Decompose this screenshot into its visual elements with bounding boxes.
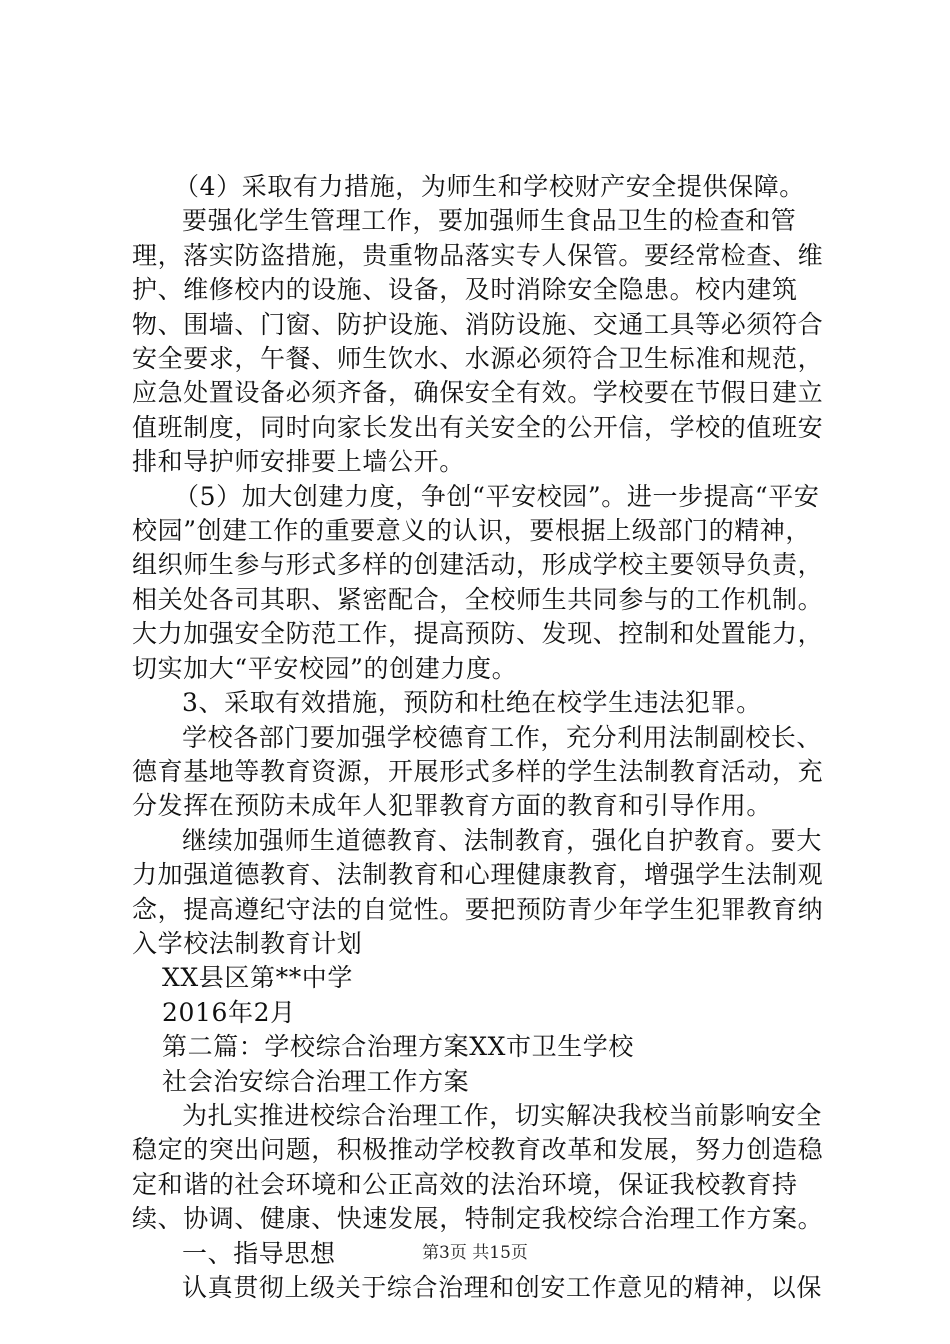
paragraph-measure-4: （4）采取有力措施，为师生和学校财产安全提供保障。 [174,172,805,201]
chapter-two-subtitle: 社会治安综合治理工作方案 [162,1066,470,1096]
document-body [132,170,832,1305]
paragraph-student-management: 要强化学生管理工作，要加强师生食品卫生的检查和管理，落实防盗措施，贵重物品落实专人保管。要经常检查、维护、维修校内的设施、设备，及时消除安全隐患。校内建筑物、围墙、门窗、防护设施、消防设施、交通工具等必须符合安全要求，午餐、师生饮水、水源必须符合卫生标准和规范，应急处置设备必须齐备，确保安全有效。学校要在节假日建立值班制度，同时向家长发出有关安全的公开信，学校的值班安排和导护师安排要上墙公开。 [132,206,824,477]
paragraph-moral-education: 学校各部门要加强学校德育工作，充分利用法制副校长、德育基地等教育资源，开展形式多样的学生法制教育活动，充分发挥在预防未成年人犯罪教育方面的教育和引导作用。 [132,722,824,821]
paragraph-section-3-heading: 3、采取有效措施，预防和杜绝在校学生违法犯罪。 [182,688,762,718]
signature-date: 2016年2月 [162,997,296,1027]
signature-school-name: XX县区第**中学 [162,963,353,993]
page-footer: 第3页 共15页 [422,1243,528,1263]
paragraph-legal-education: 继续加强师生道德教育、法制教育，强化自护教育。要大力加强道德教育、法制教育和心理健康教育，增强学生法制观念，提高遵纪守法的自觉性。要把预防青少年学生犯罪教育纳入学校法制教育计划 [132,825,824,958]
heading-guiding-thought: 一、指导思想 [182,1238,336,1268]
paragraph-guiding-thought: 认真贯彻上级关于综合治理和创安工作意见的精神，以保 [182,1273,823,1302]
chapter-two-title: 第二篇：学校综合治理方案XX市卫生学校 [162,1032,634,1062]
paragraph-measure-5: （5）加大创建力度，争创“平安校园”。进一步提高“平安校园”创建工作的重要意义的认识，要根据上级部门的精神，组织师生参与形式多样的创建活动，形成学校主要领导负责，相关处各司其职、紧密配合，全校师生共同参与的工作机制。大力加强安全防范工作，提高预防、发现、控制和处置能力，切实加大“平安校园”的创建力度。 [132,481,824,683]
paragraph-plan-purpose: 为扎实推进校综合治理工作，切实解决我校当前影响安全稳定的突出问题，积极推动学校教育改革和发展，努力创造稳定和谐的社会环境和公正高效的法治环境，保证我校教育持续、协调、健康、快速发展，特制定我校综合治理工作方案。 [132,1100,824,1234]
